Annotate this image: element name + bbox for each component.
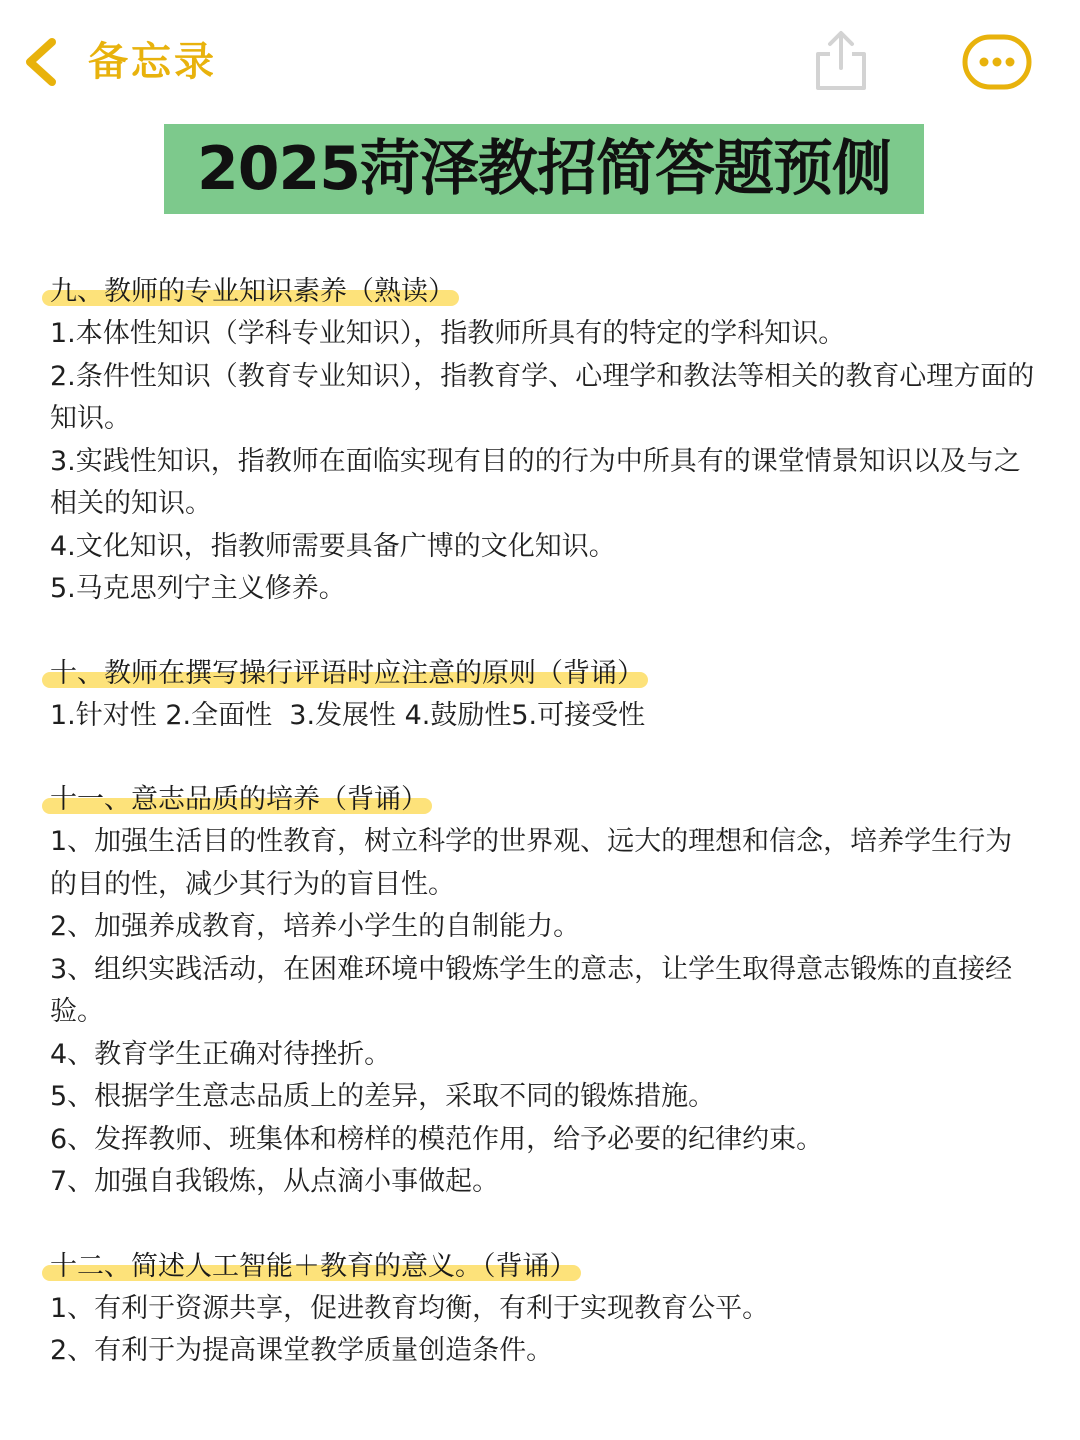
list-item: 5.马克思列宁主义修养。 — [50, 573, 346, 604]
section-heading — [50, 1245, 577, 1288]
section-heading — [50, 270, 455, 313]
list-item: 3.实践性知识，指教师在面临实现有目的的行为中所具有的课堂情景知识以及与之相关的知识。 — [50, 445, 1021, 519]
section-heading-text: 十二、简述人工智能＋教育的意义。（背诵） — [50, 1250, 577, 1282]
list-item: 2.条件性知识（教育专业知识），指教育学、心理学和教法等相关的教育心理方面的知识。 — [50, 360, 1035, 434]
share-button[interactable] — [808, 28, 874, 94]
list-item: 1、加强生活目的性教育，树立科学的世界观、远大的理想和信念，培养学生行为的目的性，减少其行为的盲目性。 — [50, 826, 1013, 900]
note-title: 2025菏泽教招简答题预侧 — [197, 134, 891, 204]
section-ai-education — [50, 1245, 1035, 1373]
list-item: 1、有利于资源共享，促进教育均衡，有利于实现教育公平。 — [50, 1292, 770, 1324]
more-icon — [962, 34, 1032, 90]
list-item: 4.文化知识，指教师需要具备广博的文化知识。 — [50, 530, 616, 562]
more-options-button[interactable] — [962, 34, 1032, 90]
section-heading — [50, 778, 428, 821]
section-heading-text: 十一、意志品质的培养（背诵） — [50, 784, 428, 815]
section-comment-principles — [50, 652, 1035, 738]
chevron-left-icon — [20, 37, 62, 87]
back-label: 备忘录 — [88, 39, 217, 85]
list-item: 1.针对性 2.全面性 3.发展性 4.鼓励性5.可接受性 — [50, 699, 646, 731]
note-body — [50, 270, 1035, 1373]
list-item: 4、教育学生正确对待挫折。 — [50, 1038, 392, 1070]
title-banner — [164, 124, 924, 214]
section-teacher-knowledge — [50, 270, 1035, 611]
section-heading-text: 十、教师在撰写操行评语时应注意的原则（背诵） — [50, 657, 644, 689]
list-item: 7、加强自我锻炼，从点滴小事做起。 — [50, 1166, 500, 1197]
share-icon — [808, 28, 874, 94]
list-item: 1.本体性知识（学科专业知识），指教师所具有的特定的学科知识。 — [50, 318, 846, 349]
navigation-bar — [0, 0, 1080, 120]
list-item: 2、加强养成教育，培养小学生的自制能力。 — [50, 911, 581, 942]
section-will-quality — [50, 778, 1035, 1204]
section-heading-text: 九、教师的专业知识素养（熟读） — [50, 276, 455, 307]
section-heading — [50, 652, 644, 695]
list-item: 6、发挥教师、班集体和榜样的模范作用，给予必要的纪律约束。 — [50, 1123, 824, 1155]
list-item: 2、有利于为提高课堂教学质量创造条件。 — [50, 1335, 554, 1366]
back-button[interactable] — [20, 34, 217, 90]
list-item: 3、组织实践活动，在困难环境中锻炼学生的意志，让学生取得意志锻炼的直接经验。 — [50, 953, 1013, 1027]
list-item: 5、根据学生意志品质上的差异，采取不同的锻炼措施。 — [50, 1081, 716, 1112]
